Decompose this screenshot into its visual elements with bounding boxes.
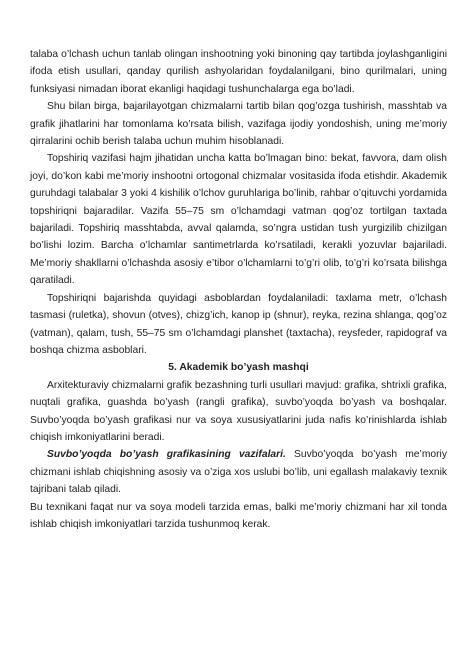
section-heading: 5. Akademik bo’yash mashqi [168, 362, 309, 374]
paragraph: Topshiriqni bajarishda quyidagi asboblardan foydalaniladi: taxlama metr, o’lchash tasmasi (ruletka), shovun (otves), chizg’ich, kanop ip (shnur), reyka, rezina shlanga, qog’oz (vatman), qalam, tush, 55–75 sm o’lchamdagi planshet (taxtacha), reysfeder, rapidograf va boshqa chizma asboblari. [30, 292, 447, 356]
paragraph: Bu texnikani faqat nur va soya modeli tarzida emas, balki me’moriy chizmani har xil tonda ishlab chiqish imkoniyatlari tarzida tushunmoq kerak. [30, 501, 447, 530]
paragraph: Arxitekturaviy chizmalarni grafik bezashning turli usullari mavjud: grafika, shtrixli grafika, nuqtali grafika, guashda bo’yash (rangli grafika), suvbo’yoqda bo’yash va boshqalar. Suvbo’yoqda bo’yash grafikasi nur va soya xususiyatlarini juda nafis ko’rinishlarda ishlab chiqish imkoniyatlarini beradi. [30, 379, 447, 443]
paragraph: Shu bilan birga, bajarilayotgan chizmalarni tartib bilan qog’ozga tushirish, masshtab va grafik jihatlarini har tomonlama ko’rsata bilish, vazifaga ijodiy yondoshish, uning me’moriy qirralarini ochib berish talaba uchun muhim hisoblanadi. [30, 101, 447, 148]
paragraph: Topshiriq vazifasi hajm jihatidan uncha katta bo’lmagan bino: bekat, favvora, dam olish joyi, do’kon kabi me’moriy inshootni ortogonal chizmalar vositasida ifoda etishdir. Akademik guruhdagi talabalar 3 yoki 4 kishilik o’lchov guruhlariga bo’linib, rahbar o’qituvchi yordamida topshiriqni bajaradilar. Vazifa 55–75 sm o’lchamdagi vatman qog’oz tortilgan taxtada bajariladi. Topshiriq masshtabda, avval qalamda, so’ngra ustidan tush yurgizilib chizilgan bo’lishi lozim. Barcha o’lchamlar santimetrlarda ko’rsatiladi, kerakli yozuvlar bajariladi. Me’moriy shakllarni o’lchashda asosiy e’tibor o’lchamlarni to’g’ri olib, to’g’ri ko’rsata bilishga qaratiladi. [30, 153, 447, 287]
paragraph-text: Suvbo’yoqda bo’yash me’moriy chizmani ishlab chiqishning asosiy va o’ziga xos uslubi bo’lib, uni egallash malakaviy texnik tajribani talab qiladi. [30, 449, 447, 496]
paragraph: talaba o’lchash uchun tanlab olingan inshootning yoki binoning qay tartibda joylashganligini ifoda etish usullari, qanday qurilish ashyolaridan foydalanilgani, bino qurilmalari, uning funksiyasi nimadan iborat ekanligi haqidagi tushunchalarga ega bo’ladi. [30, 49, 447, 95]
paragraph-lead: Suvbo’yoqda bo’yash grafikasining vazifalari. [47, 449, 286, 461]
paragraph [30, 446, 447, 498]
document-page [30, 46, 447, 533]
